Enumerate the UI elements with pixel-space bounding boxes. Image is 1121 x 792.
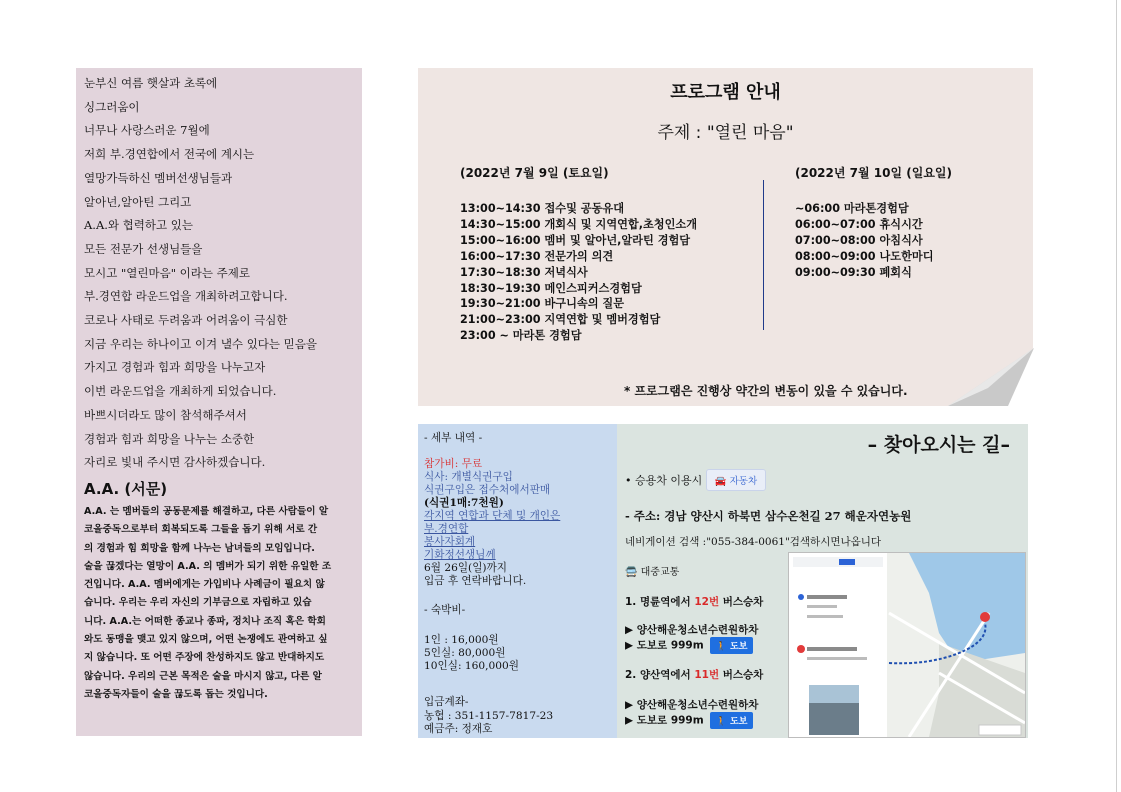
program-note: * 프로그램은 진행상 약간의 변동이 있을 수 있습니다. [624, 384, 908, 398]
intro-line: 부.경연합 라운드업을 개최하려고합니다. [84, 289, 288, 304]
schedule-item: 15:00~16:00 멤버 및 알아넌,알라틴 경험담 [460, 233, 691, 247]
page-curl-decoration [948, 348, 1034, 406]
directions-title: – 찾아오시는 길– [867, 434, 1010, 456]
route1-title [625, 594, 763, 609]
preamble-line: A.A. 는 멤버들의 공동문제를 해결하고, 다른 사람들이 알 [84, 505, 329, 517]
page-edge [1116, 0, 1117, 792]
map-image [788, 552, 1026, 738]
intro-line: A.A.와 협력하고 있는 [84, 218, 193, 233]
intro-line: 모시고 "열린마음" 이라는 주제로 [84, 265, 250, 280]
preamble-text [84, 503, 354, 704]
schedule-item: 23:00 ~ 마라톤 경험담 [460, 329, 582, 343]
directions-panel [617, 424, 1028, 738]
transit-label: 대중교통 [640, 567, 680, 578]
transit-header [625, 563, 679, 578]
preamble-line: 지 않습니다. 또 어떤 주장에 찬성하지도 않고 반대하지도 [84, 652, 325, 664]
preamble-line: 술을 끊겠다는 열망이 A.A. 의 멤버가 되기 위한 유일한 조 [84, 560, 332, 572]
schedule-item: 07:00~08:00 아침식사 [795, 233, 923, 247]
preamble-line: 않습니다. 우리의 근본 목적은 술을 마시지 않고, 다른 알 [84, 670, 322, 682]
donation-line-1: 각지역 연합과 단체 및 개인은 [424, 510, 561, 522]
schedule-item: 09:00~09:30 폐회식 [795, 265, 912, 279]
route2-bus: 11번 [694, 669, 720, 681]
meal-desc: 식권구입은 접수처에서판매 [424, 484, 551, 496]
intro-line: 경험과 힘과 희망을 나누는 소중한 [84, 431, 255, 446]
lodging-header: - 숙박비- [424, 604, 466, 616]
intro-panel [76, 68, 362, 736]
day2-label: (2022년 7월 10일 (일요일) [795, 166, 952, 180]
preamble-line: 코올중독으로부터 회복되도록 그들을 돕기 위해 서로 간 [84, 524, 318, 536]
schedule-item: 21:00~23:00 지역연합 및 멤버경험담 [460, 313, 661, 327]
donation-line-5: 6월 26일(일)까지 [424, 562, 508, 574]
bus-icon: 🚍 [625, 567, 638, 578]
preamble-line: 건입니다. A.A. 멤버에게는 가입비나 사례금이 필요치 않 [84, 579, 325, 591]
details-header: - 세부 내역 - [424, 432, 483, 444]
schedule-item: 06:00~07:00 휴식시간 [795, 217, 923, 231]
donation-line-3: 봉사자회계 [424, 536, 476, 548]
preamble-line: 코올중독자들이 술을 끊도록 돕는 것입니다. [84, 688, 268, 700]
walk-badge: 🚶 도보 [710, 712, 754, 729]
route1-stop: ▶ 양산해운청소년수련원하차 [625, 624, 759, 636]
account-holder: 예금주: 정재호 [424, 723, 493, 735]
day2-schedule [795, 201, 934, 281]
car-label: • 승용차 이용시 [625, 474, 703, 487]
route2-stop: ▶ 양산해운청소년수련원하차 [625, 699, 759, 711]
route1-bus: 12번 [694, 596, 720, 608]
account-label: 입금계좌- [424, 696, 469, 708]
intro-line: 너무나 사랑스러운 7월에 [84, 123, 210, 138]
walk-badge-label: 도보 [730, 642, 748, 652]
route1-pre: 1. 명륜역에서 [625, 596, 695, 608]
navi-search: 네비게이션 검색 :"055-384-0061"검색하시면나옵니다 [625, 536, 882, 548]
meal-price: (식권1매:7천원) [424, 497, 504, 509]
intro-line: 싱그러움이 [84, 99, 140, 114]
meal-title: 식사: 개별식권구입 [424, 471, 513, 483]
intro-line: 열망가득하신 멤버선생님들과 [84, 170, 233, 185]
intro-line: 지금 우리는 하나이고 이겨 낼수 있다는 믿음을 [84, 336, 318, 351]
intro-line: 자리로 빛내 주시면 감사하겠습니다. [84, 455, 266, 470]
car-badge-label: 자동차 [729, 476, 758, 487]
route2-walk-text: ▶ 도보로 999m [625, 714, 704, 727]
intro-line: 이번 라운드업을 개최하게 되었습니다. [84, 384, 277, 399]
divider [763, 180, 764, 330]
car-badge [706, 469, 766, 491]
route2-title [625, 667, 763, 682]
day1-schedule [460, 201, 697, 344]
preamble-line: 의 경험과 힘 희망을 함께 나누는 남녀들의 모임입니다. [84, 542, 315, 554]
schedule-item: 19:30~21:00 바구니속의 질문 [460, 297, 625, 311]
program-title: 프로그램 안내 [670, 82, 781, 103]
walk-badge-label: 도보 [730, 717, 748, 727]
schedule-item: 18:30~19:30 메인스피커스경험담 [460, 281, 642, 295]
schedule-item: 17:30~18:30 저녁식사 [460, 265, 588, 279]
program-subtitle: 주제 : "열린 마음" [657, 123, 794, 143]
route2-walk [625, 712, 753, 729]
donation-line-6: 입금 후 연락바랍니다. [424, 575, 527, 587]
donation-line-2: 부.경연합 [424, 523, 469, 535]
lodging-3: 10인실: 160,000원 [424, 660, 519, 672]
route1-post: 버스승차 [719, 596, 764, 608]
schedule-item: 08:00~09:00 나도한마디 [795, 249, 934, 263]
route2-post: 버스승차 [719, 669, 764, 681]
walk-badge: 🚶 도보 [710, 637, 754, 654]
details-panel [418, 424, 617, 738]
preamble-line: 와도 동맹을 맺고 있지 않으며, 어떤 논쟁에도 관여하고 싶 [84, 634, 328, 646]
intro-line: 눈부신 여름 햇살과 초록에 [84, 76, 218, 90]
map-drawing [789, 553, 1025, 737]
intro-line: 알아넌,알아틴 그리고 [84, 194, 192, 209]
program-panel [418, 68, 1033, 406]
intro-line: 모든 전문가 선생님들을 [84, 241, 203, 256]
address: - 주소: 경남 양산시 하북면 삼수온천길 27 해운자연농원 [625, 509, 912, 523]
intro-line: 바쁘시더라도 많이 참석해주셔서 [84, 407, 247, 422]
intro-line: 코로나 사태로 두려움과 어려움이 극심한 [84, 313, 288, 328]
preamble-title: A.A. (서문) [84, 479, 168, 498]
day1-label: (2022년 7월 9일 (토요일) [460, 166, 609, 180]
preamble-line: 니다. A.A.는 어떠한 종교나 종파, 정치나 조직 혹은 학회 [84, 615, 326, 627]
lodging-2: 5인실: 80,000원 [424, 647, 506, 659]
fee: 참가비: 무료 [424, 458, 483, 470]
route2-pre: 2. 양산역에서 [625, 669, 695, 681]
schedule-item: 16:00~17:30 전문가의 의견 [460, 249, 614, 263]
lodging-1: 1인 : 16,000원 [424, 634, 499, 646]
preamble-line: 습니다. 우리는 우리 자신의 기부금으로 자립하고 있습 [84, 597, 312, 609]
car-icon: 🚘 [714, 476, 727, 487]
car-section [625, 469, 766, 491]
donation-line-4: 기화정선생님께 [424, 549, 496, 561]
intro-line: 가지고 경험과 힘과 희망을 나누고자 [84, 360, 266, 375]
schedule-item: ~06:00 마라톤경험담 [795, 202, 909, 215]
schedule-item: 14:30~15:00 개회식 및 지역연합,초청인소개 [460, 217, 698, 231]
schedule-item: 13:00~14:30 접수및 공동유대 [460, 202, 625, 215]
intro-line: 저희 부.경연합에서 전국에 계시는 [84, 147, 255, 162]
route1-walk [625, 637, 753, 654]
route1-walk-text: ▶ 도보로 999m [625, 639, 704, 652]
account-number: 농협 : 351-1157-7817-23 [424, 710, 554, 722]
